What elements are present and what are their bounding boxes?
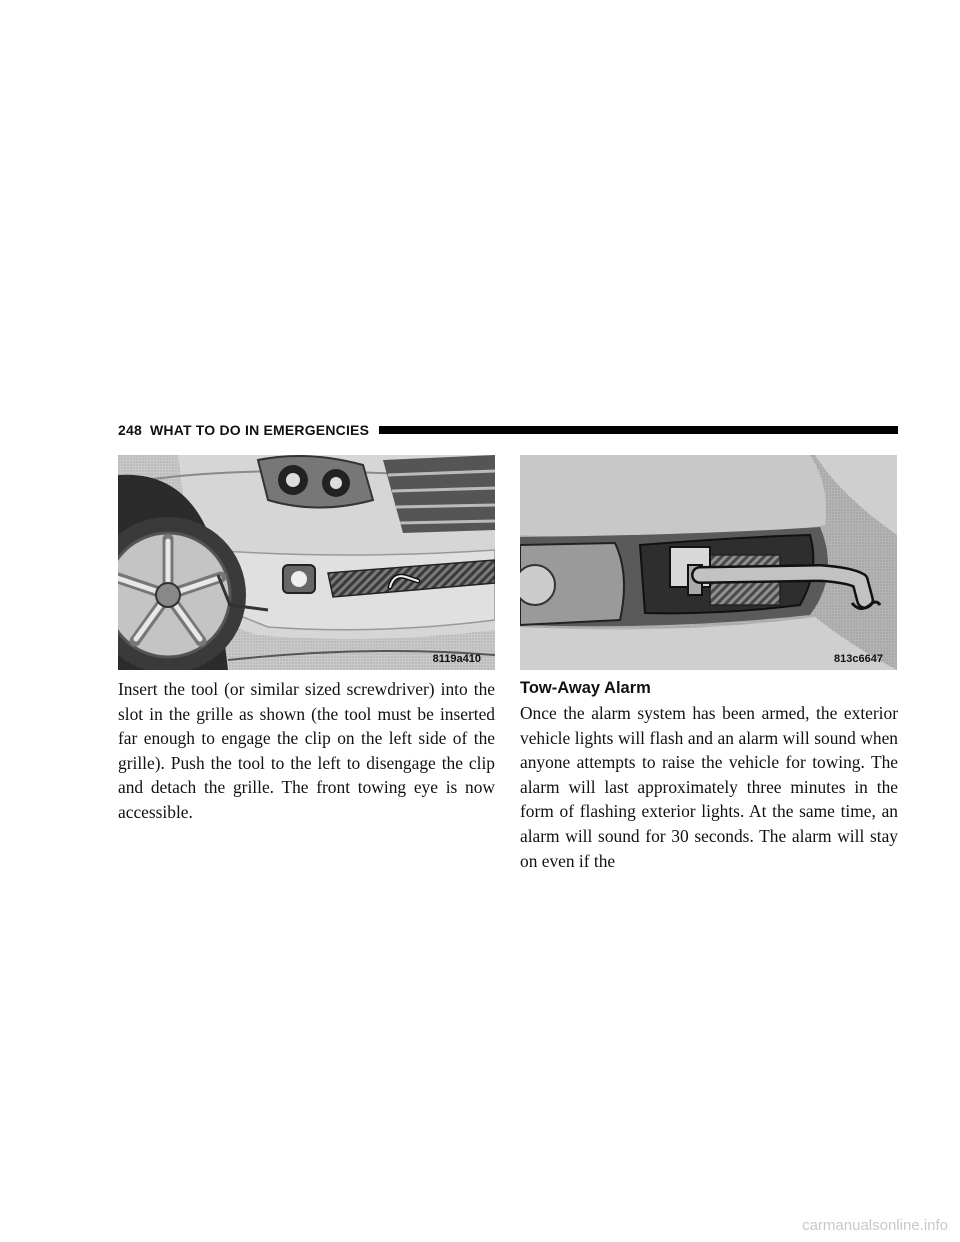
figure-grille-tool bbox=[118, 455, 495, 670]
figure-label: 813c6647 bbox=[834, 653, 883, 665]
figure-label: 8119a410 bbox=[432, 653, 481, 665]
watermark: carmanualsonline.info bbox=[802, 1217, 948, 1234]
header-rule bbox=[379, 426, 898, 434]
section-title: WHAT TO DO IN EMERGENCIES bbox=[149, 422, 370, 438]
right-column bbox=[520, 677, 898, 873]
grille-tool-illustration-icon bbox=[118, 455, 495, 670]
grille-removal-paragraph: Insert the tool (or similar sized screwdriver) into the slot in the grille as shown (the tool must be inserted far enough to engage the clip on the left side of the grille). Push the tool to the left to disengage the clip and detach the grille. The front towing eye is now accessible. bbox=[118, 679, 495, 822]
tow-away-alarm-heading: Tow-Away Alarm bbox=[520, 679, 651, 697]
grille-clip-illustration-icon bbox=[520, 455, 897, 670]
page-header bbox=[118, 418, 898, 442]
page-number: 248 bbox=[118, 422, 142, 438]
left-column bbox=[118, 677, 495, 825]
figure-grille-clip bbox=[520, 455, 897, 670]
tow-away-alarm-paragraph: Once the alarm system has been armed, the exterior vehicle lights will flash and an alarm will sound when anyone attempts to raise the vehicle for towing. The alarm will last approximately three minutes in the form of flashing exterior lights. At the same time, an alarm will sound for 30 seconds. The alarm will stay on even if the bbox=[520, 703, 898, 871]
